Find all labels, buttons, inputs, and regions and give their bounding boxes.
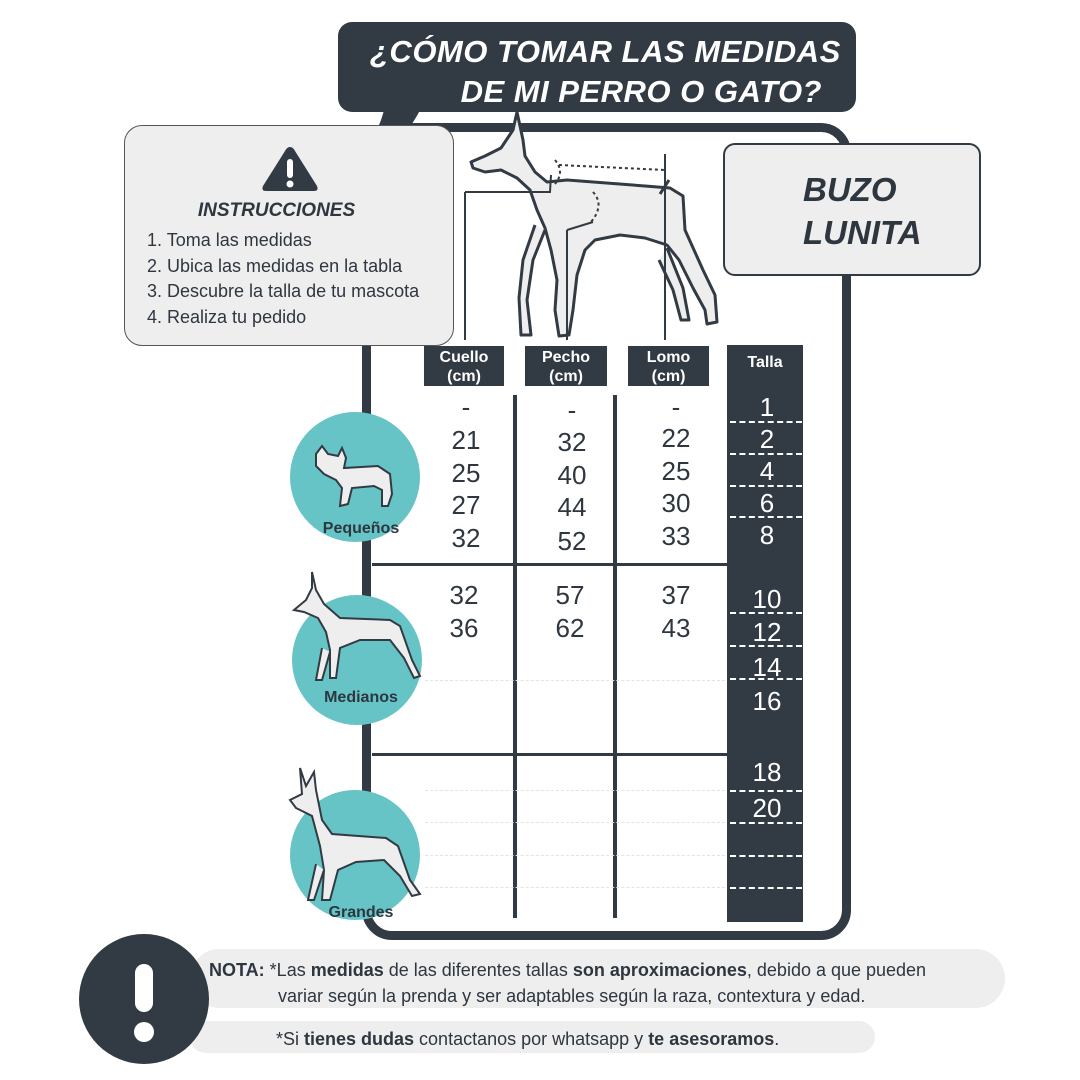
header-lomo-label: Lomo <box>646 349 691 366</box>
cell-talla: 12 <box>752 617 782 647</box>
page-title-line1: ¿CÓMO TOMAR LAS MEDIDAS <box>370 34 841 69</box>
instruction-step: 4. Realiza tu pedido <box>147 306 307 327</box>
cell-pecho: 52 <box>557 526 587 556</box>
row-guide <box>425 680 725 681</box>
group-divider <box>372 563 728 566</box>
exclamation-icon <box>79 934 209 1064</box>
cell-pecho: 40 <box>557 460 587 490</box>
note-line3 <box>276 1029 779 1050</box>
instructions-list <box>147 228 419 330</box>
cell-talla: 8 <box>759 520 775 550</box>
note-text: , debido a que pueden <box>746 960 927 980</box>
category-medium-label: Medianos <box>324 689 398 706</box>
note-label: NOTA: <box>209 960 265 980</box>
category-large-label: Grandes <box>328 904 394 921</box>
header-talla: Talla <box>747 354 783 371</box>
cell-lomo: 43 <box>661 613 691 643</box>
dog-measure-illustration <box>455 110 735 350</box>
cell-cuello: 27 <box>451 490 481 520</box>
cell-lomo: - <box>671 392 681 422</box>
cell-lomo: 37 <box>661 580 691 610</box>
cell-talla: 6 <box>759 488 775 518</box>
cell-cuello: 32 <box>451 523 481 553</box>
note-text: de las diferentes tallas <box>383 960 573 980</box>
header-lomo <box>628 346 709 386</box>
header-cuello <box>424 346 504 386</box>
note-emph: son aproximaciones <box>572 960 747 980</box>
cell-pecho: - <box>567 395 577 425</box>
group-divider <box>372 753 728 756</box>
cell-pecho: 32 <box>557 427 587 457</box>
warning-icon <box>260 144 320 194</box>
header-pecho-unit: (cm) <box>549 368 583 385</box>
instructions-card <box>124 125 454 346</box>
note-text: contactanos por whatsapp y <box>414 1029 649 1049</box>
product-name-box <box>723 143 981 276</box>
instruction-step: 2. Ubica las medidas en la tabla <box>147 255 403 276</box>
product-name-line1: BUZO <box>803 171 897 208</box>
cell-cuello: - <box>461 392 471 422</box>
cell-talla: 4 <box>759 456 775 486</box>
header-lomo-unit: (cm) <box>651 368 686 385</box>
header-pecho <box>525 346 607 386</box>
talla-divider <box>730 790 802 792</box>
note-text: *Si <box>276 1029 305 1049</box>
page-title-line2: DE MI PERRO O GATO? <box>460 74 822 109</box>
instructions-title: INSTRUCCIONES <box>197 200 356 221</box>
cell-pecho: 62 <box>555 613 585 643</box>
cell-talla: 10 <box>752 584 782 614</box>
row-guide <box>425 822 725 823</box>
instruction-step: 3. Descubre la talla de tu mascota <box>147 281 420 301</box>
note-emph: medidas <box>310 960 384 980</box>
talla-divider <box>730 887 802 889</box>
cell-talla: 20 <box>752 793 782 823</box>
column-divider <box>513 395 517 918</box>
cell-talla: 1 <box>759 392 775 422</box>
note-text: *Las <box>269 960 311 980</box>
cell-cuello: 32 <box>449 580 479 610</box>
product-name-line2: LUNITA <box>803 214 922 251</box>
cell-cuello: 21 <box>451 425 481 455</box>
cell-lomo: 25 <box>661 456 691 486</box>
talla-divider <box>730 855 802 857</box>
note-emph: tienes dudas <box>304 1029 415 1049</box>
note-text: . <box>774 1029 780 1049</box>
cell-talla: 18 <box>752 757 782 787</box>
cell-talla: 16 <box>752 686 782 716</box>
small-dog-icon <box>308 444 398 514</box>
medium-dog-icon <box>290 568 430 688</box>
header-cuello-unit: (cm) <box>447 368 481 385</box>
cell-lomo: 33 <box>661 521 691 551</box>
column-divider <box>613 395 617 918</box>
large-dog-icon <box>286 760 436 910</box>
cell-cuello: 25 <box>451 458 481 488</box>
row-guide <box>425 887 725 888</box>
row-guide <box>425 790 725 791</box>
cell-talla: 14 <box>752 652 782 682</box>
cell-pecho: 44 <box>557 492 587 522</box>
cell-pecho: 57 <box>555 580 585 610</box>
header-cuello-label: Cuello <box>439 349 489 366</box>
row-guide <box>425 855 725 856</box>
cell-lomo: 30 <box>661 488 691 518</box>
category-small-label: Pequeños <box>322 520 400 537</box>
header-pecho-label: Pecho <box>541 349 590 366</box>
cell-lomo: 22 <box>661 423 691 453</box>
title-bubble <box>338 22 856 112</box>
note-line2: variar según la prenda y ser adaptables según la raza, contextura y edad. <box>278 986 866 1006</box>
note-emph: te asesoramos <box>648 1029 775 1049</box>
cell-talla: 2 <box>759 424 775 454</box>
instruction-step: 1. Toma las medidas <box>147 230 312 250</box>
note-line1 <box>209 960 926 981</box>
cell-cuello: 36 <box>449 613 479 643</box>
